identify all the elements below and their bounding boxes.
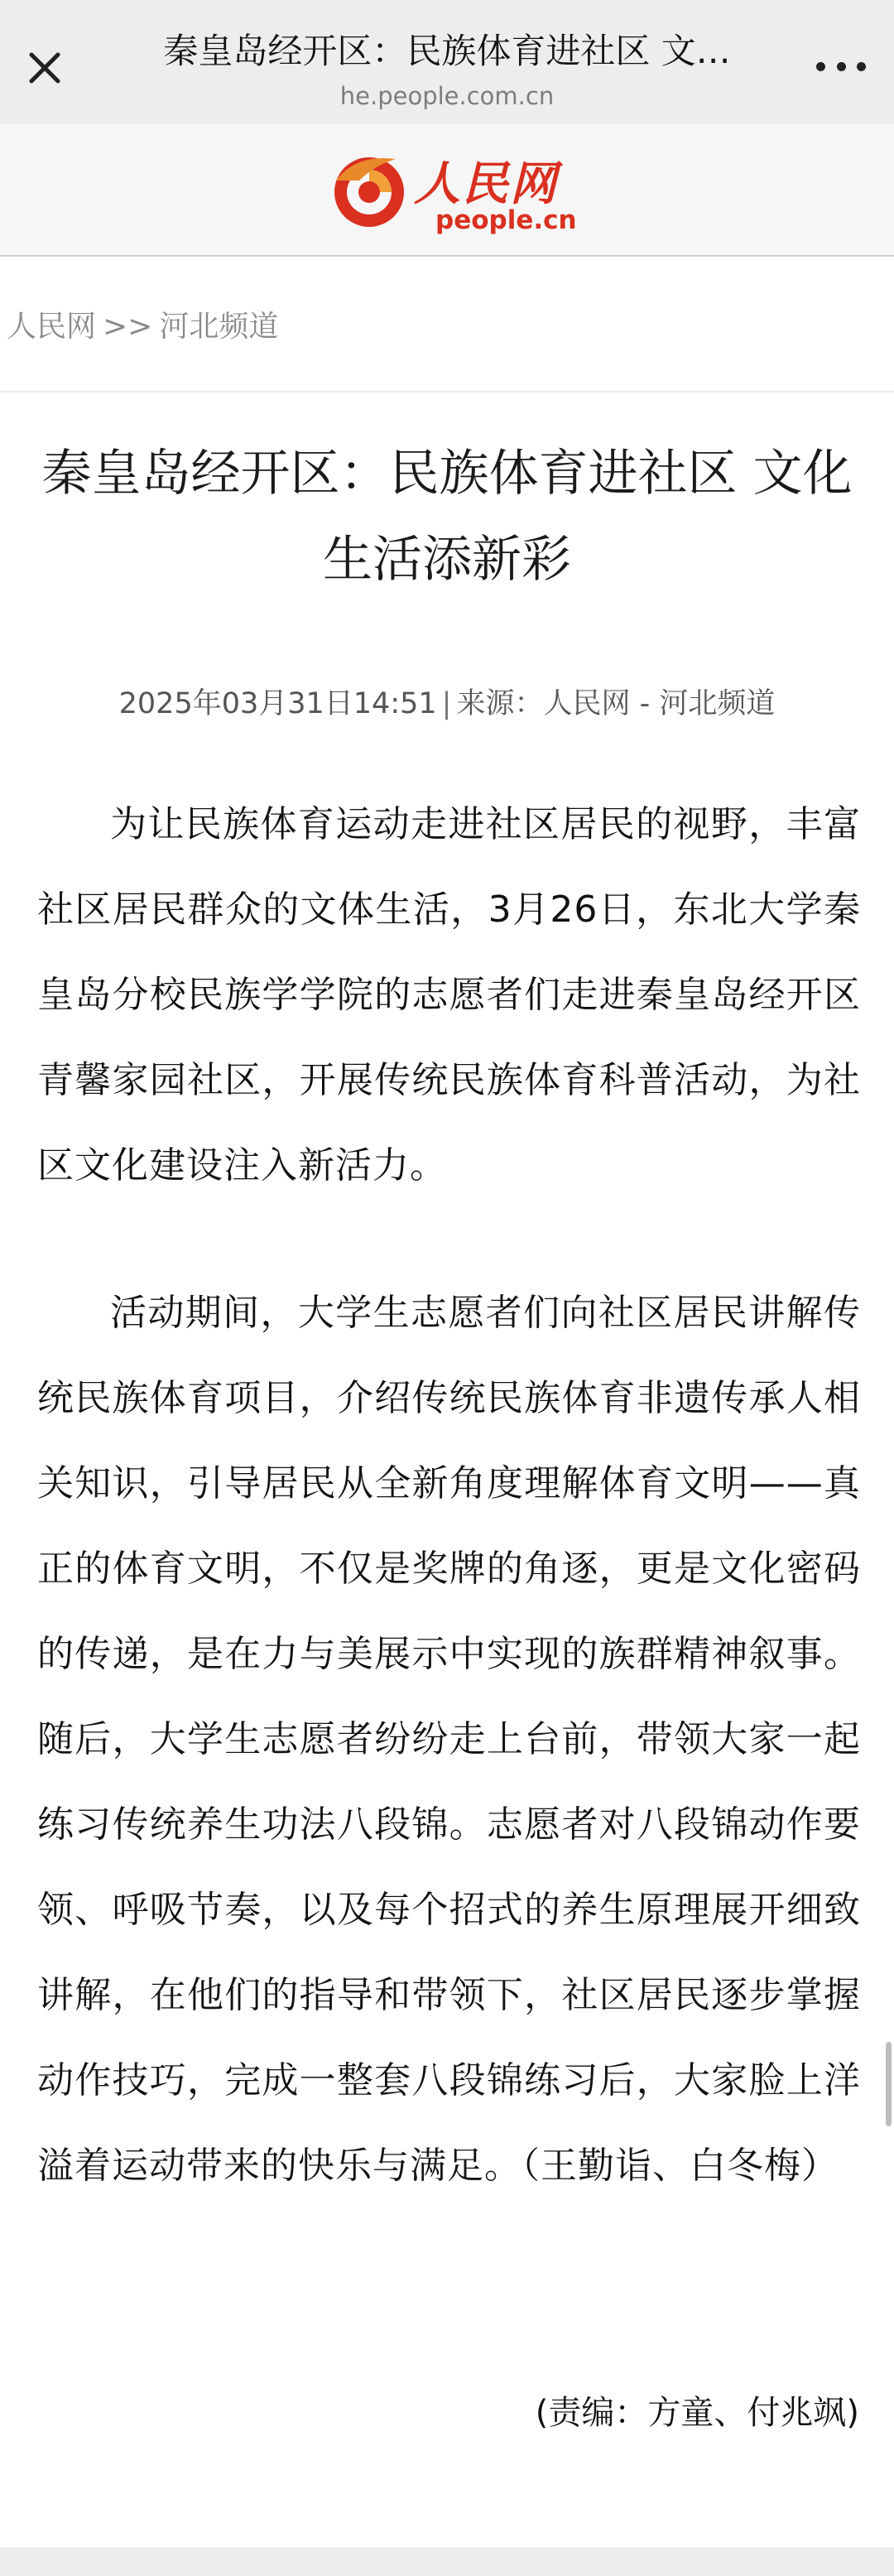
browser-top-bar <box>0 0 894 124</box>
page-title: 秦皇岛经开区：民族体育进社区 文… <box>163 31 731 71</box>
close-icon <box>18 41 71 94</box>
people-cn-logo[interactable] <box>331 144 577 237</box>
page-url: he.people.com.cn <box>339 82 555 110</box>
source-label: 来源： <box>456 687 544 720</box>
article-source-link[interactable]: 人民网 - 河北频道 <box>543 687 776 720</box>
more-dot-icon <box>837 62 846 71</box>
breadcrumb-separator: >> <box>103 310 153 344</box>
logo-emblem-icon <box>331 147 414 234</box>
article-paragraph: 为让民族体育运动走进社区居民的视野，丰富社区居民群众的文体生活，3月26日，东北大学秦皇岛分校民族学学院的志愿者们走进秦皇岛经开区青馨家园社区，开展传统民族体育科普活动，为社区文化建设注入新活力。 <box>37 803 861 1187</box>
page-title-area <box>108 28 786 113</box>
close-button[interactable] <box>18 41 71 94</box>
article-paragraph: 活动期间，大学生志愿者们向社区居民讲解传统民族体育项目，介绍传统民族体育非遗传承人相关知识，引导居民从全新角度理解体育文明——真正的体育文明，不仅是奖牌的角逐，更是文化密码的传递，是在力与美展示中实现的族群精神叙事。随后，大学生志愿者纷纷走上台前，带领大家一起练习传统养生功法八段锦。志愿者对八段锦动作要领、呼吸节奏，以及每个招式的养生原理展开细致讲解，在他们的指导和带领下，社区居民逐步掌握动作技巧，完成一整套八段锦练习后，大家脸上洋溢着运动带来的快乐与满足。（王勤诣、白冬梅） <box>37 1292 861 2187</box>
scrollbar[interactable] <box>886 2042 892 2126</box>
breadcrumb-home-link[interactable]: 人民网 <box>7 310 97 344</box>
breadcrumb-channel-link[interactable]: 河北频道 <box>159 310 279 344</box>
site-header <box>0 124 894 257</box>
bottom-bar <box>0 2547 894 2576</box>
more-dot-icon <box>857 62 866 71</box>
article-editor: (责编：方童、付兆飒) <box>535 2394 859 2432</box>
article-meta <box>0 681 894 722</box>
header-divider <box>0 391 894 392</box>
article-datetime: 2025年03月31日14:51 <box>118 687 437 720</box>
breadcrumb <box>7 303 278 345</box>
logo-english-text: people.cn <box>435 205 577 235</box>
logo-chinese-text: 人民网 <box>414 156 558 211</box>
meta-separator: | <box>441 687 452 720</box>
more-dot-icon <box>816 62 825 71</box>
more-options-button[interactable] <box>816 56 866 76</box>
article-title: 秦皇岛经开区：民族体育进社区 文化生活添新彩 <box>41 445 853 589</box>
